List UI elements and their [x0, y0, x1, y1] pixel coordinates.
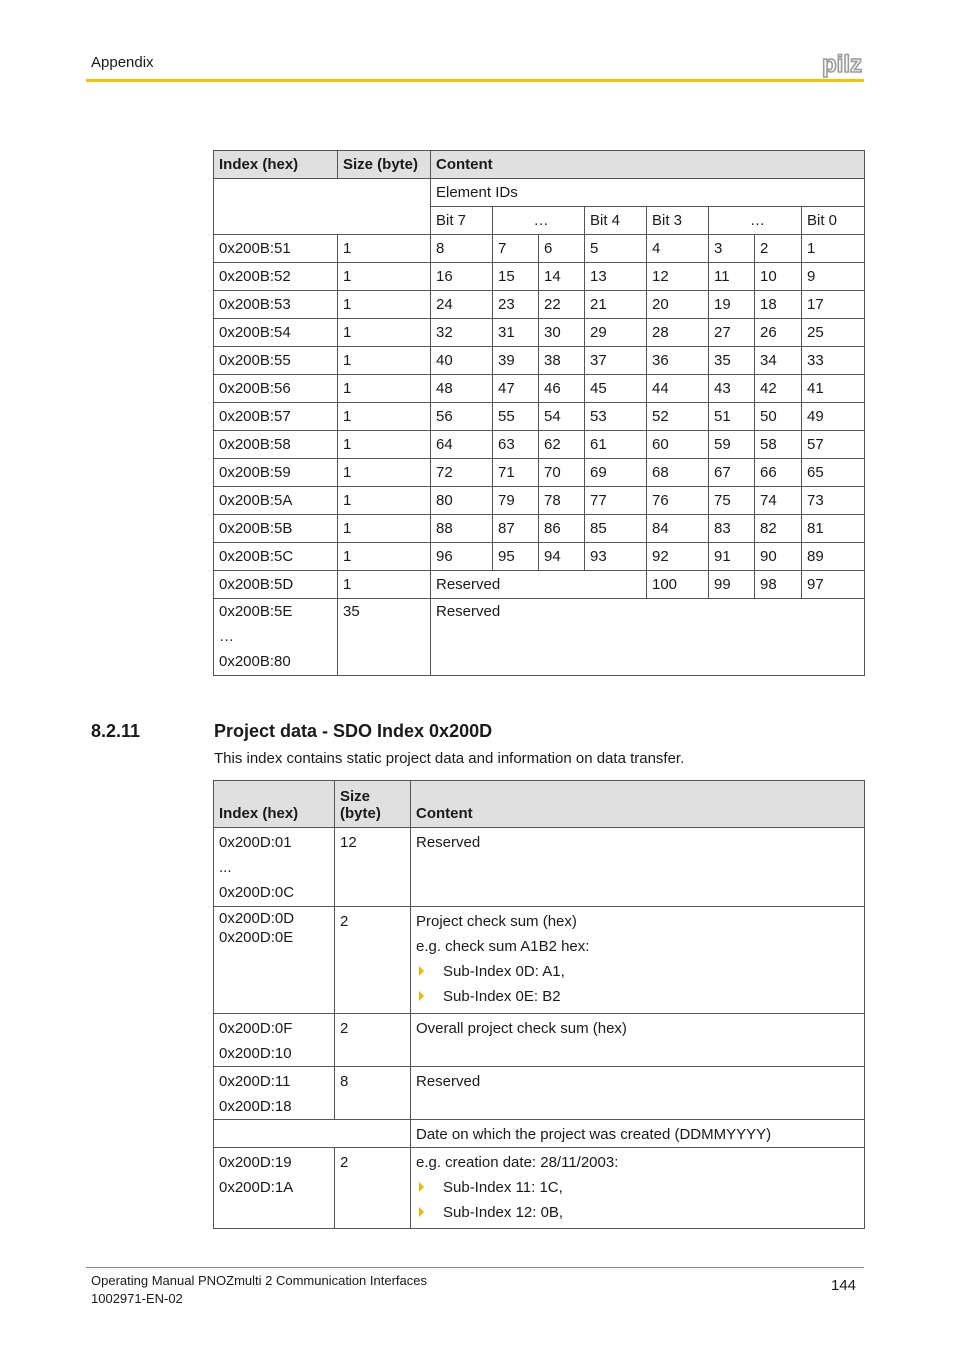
index-cell: 0x200B:5B	[214, 515, 338, 543]
footer-manual-title: Operating Manual PNOZmulti 2 Communication Interfaces	[91, 1273, 427, 1288]
bit-cell: 6	[539, 235, 585, 263]
bit-cell: 5	[585, 235, 647, 263]
table-row	[214, 403, 865, 431]
bit-cell: 77	[585, 487, 647, 515]
bullet-item: Sub-Index 0D: A1,	[416, 959, 864, 984]
bit-cell: 94	[539, 543, 585, 571]
col-header-size	[335, 781, 411, 828]
table-row	[214, 1014, 865, 1067]
index-line: 0x200B:5E	[219, 603, 293, 620]
size-cell: 1	[338, 487, 431, 515]
bit-cell: 92	[647, 543, 709, 571]
bit-cell: 38	[539, 347, 585, 375]
bit-cell: 26	[755, 319, 802, 347]
element-ids-row	[214, 179, 865, 207]
bit-cell: 54	[539, 403, 585, 431]
table-row	[214, 431, 865, 459]
table-row	[214, 1148, 865, 1229]
index-cell: 0x200B:52	[214, 263, 338, 291]
bit-header: Bit 7	[431, 207, 493, 235]
bit-cell: 99	[709, 571, 755, 599]
bit-cell: 36	[647, 347, 709, 375]
table-row	[214, 1067, 865, 1120]
bit-header: Bit 3	[647, 207, 709, 235]
bit-cell: 72	[431, 459, 493, 487]
bit-cell: 93	[585, 543, 647, 571]
bit-cell: 83	[709, 515, 755, 543]
bit-cell: 52	[647, 403, 709, 431]
index-cell	[214, 1148, 335, 1229]
size-cell: 1	[338, 515, 431, 543]
size-cell: 1	[338, 263, 431, 291]
size-cell: 1	[338, 375, 431, 403]
table-row	[214, 375, 865, 403]
section-number: 8.2.11	[91, 721, 141, 741]
size-cell: 1	[338, 347, 431, 375]
section-intro: This index contains static project data and information on data transfer.	[214, 750, 685, 767]
bullet-item: Sub-Index 11: 1C,	[416, 1175, 864, 1200]
empty-cell	[214, 179, 431, 235]
table-row	[214, 907, 865, 1014]
bit-cell: 1	[802, 235, 865, 263]
bit-cell: 84	[647, 515, 709, 543]
content-cell: Overall project check sum (hex)	[411, 1014, 865, 1067]
bit-cell: 87	[493, 515, 539, 543]
table-header-row	[214, 151, 865, 179]
bit-cell: 21	[585, 291, 647, 319]
table-row	[214, 487, 865, 515]
bit-cell: 71	[493, 459, 539, 487]
bit-cell: 44	[647, 375, 709, 403]
element-ids-table	[213, 150, 865, 676]
bit-cell: 19	[709, 291, 755, 319]
size-cell: 1	[338, 403, 431, 431]
bit-cell: 49	[802, 403, 865, 431]
table-row	[214, 599, 865, 676]
col-header-index: Index (hex)	[214, 781, 335, 828]
col-header-index: Index (hex)	[214, 151, 338, 179]
table-row	[214, 263, 865, 291]
index-cell: 0x200B:5A	[214, 487, 338, 515]
bit-cell: 22	[539, 291, 585, 319]
index-line: …	[219, 628, 234, 645]
size-cell: 12	[335, 828, 411, 907]
size-cell: 1	[338, 431, 431, 459]
bit-cell: 91	[709, 543, 755, 571]
bit-cell: 74	[755, 487, 802, 515]
content-line: Project check sum (hex)	[416, 913, 577, 930]
reserved-cell: Reserved	[431, 571, 647, 599]
bit-cell: 56	[431, 403, 493, 431]
bit-cell: 11	[709, 263, 755, 291]
table-row	[214, 1120, 865, 1148]
index-cell	[214, 599, 338, 676]
bit-cell: 96	[431, 543, 493, 571]
index-line: 0x200D:0F	[219, 1020, 293, 1037]
index-cell	[214, 828, 335, 907]
content-cell: Date on which the project was created (DDMMYYYY)	[411, 1120, 865, 1148]
size-cell: 35	[338, 599, 431, 676]
svg-text:pilz: pilz	[822, 51, 862, 78]
table-row	[214, 828, 865, 907]
bit-cell: 9	[802, 263, 865, 291]
bit-cell: 40	[431, 347, 493, 375]
bit-cell: 53	[585, 403, 647, 431]
size-cell: 1	[338, 291, 431, 319]
bit-cell: 3	[709, 235, 755, 263]
size-cell: 8	[335, 1067, 411, 1120]
bit-cell: 50	[755, 403, 802, 431]
bit-cell: 81	[802, 515, 865, 543]
index-cell: 0x200B:5D	[214, 571, 338, 599]
bit-cell: 75	[709, 487, 755, 515]
content-cell	[411, 1148, 865, 1229]
table-row	[214, 291, 865, 319]
size-cell: 1	[338, 459, 431, 487]
project-data-table	[213, 780, 865, 1229]
bit-cell: 67	[709, 459, 755, 487]
bit-cell: 80	[431, 487, 493, 515]
content-cell: Reserved	[431, 599, 865, 676]
index-cell: 0x200B:56	[214, 375, 338, 403]
pilz-logo	[820, 50, 866, 78]
bit-cell: 70	[539, 459, 585, 487]
index-cell: 0x200B:54	[214, 319, 338, 347]
index-line: 0x200D:0D	[219, 910, 295, 927]
table-row	[214, 543, 865, 571]
index-cell: 0x200B:57	[214, 403, 338, 431]
bit-cell: 65	[802, 459, 865, 487]
bit-cell: 42	[755, 375, 802, 403]
bit-cell: 98	[755, 571, 802, 599]
bit-cell: 100	[647, 571, 709, 599]
bit-cell: 8	[431, 235, 493, 263]
bit-cell: 82	[755, 515, 802, 543]
size-header-line: (byte)	[340, 805, 381, 822]
index-cell: 0x200B:59	[214, 459, 338, 487]
index-line: 0x200D:10	[219, 1045, 292, 1062]
bit-cell: 32	[431, 319, 493, 347]
header-section-title: Appendix	[91, 54, 154, 71]
size-cell: 2	[335, 1014, 411, 1067]
bit-header-ellipsis: …	[709, 207, 802, 235]
index-cell	[214, 1067, 335, 1120]
bit-cell: 46	[539, 375, 585, 403]
index-line: 0x200D:18	[219, 1098, 292, 1115]
section-title: Project data - SDO Index 0x200D	[214, 721, 493, 741]
index-cell: 0x200B:51	[214, 235, 338, 263]
bit-cell: 69	[585, 459, 647, 487]
bit-cell: 47	[493, 375, 539, 403]
bit-cell: 88	[431, 515, 493, 543]
index-line: 0x200D:11	[219, 1073, 291, 1090]
col-header-size: Size (byte)	[338, 151, 431, 179]
bit-cell: 30	[539, 319, 585, 347]
bit-cell: 35	[709, 347, 755, 375]
bit-cell: 29	[585, 319, 647, 347]
bullet-item: Sub-Index 12: 0B,	[416, 1200, 864, 1225]
bit-cell: 31	[493, 319, 539, 347]
index-line: ...	[219, 859, 232, 876]
col-header-content: Content	[411, 781, 865, 828]
bit-cell: 97	[802, 571, 865, 599]
bit-cell: 16	[431, 263, 493, 291]
index-cell: 0x200B:5C	[214, 543, 338, 571]
content-line: e.g. creation date: 28/11/2003:	[416, 1154, 619, 1171]
index-line: 0x200D:19	[219, 1154, 292, 1171]
index-line: 0x200D:0C	[219, 884, 295, 901]
index-cell: 0x200B:53	[214, 291, 338, 319]
bit-header: Bit 0	[802, 207, 865, 235]
footer-doc-number: 1002971-EN-02	[91, 1291, 183, 1306]
table-body	[214, 235, 865, 571]
bit-cell: 68	[647, 459, 709, 487]
bullet-item: Sub-Index 0E: B2	[416, 984, 864, 1009]
index-cell	[214, 907, 335, 1014]
index-line: 0x200B:80	[219, 653, 291, 670]
bit-cell: 37	[585, 347, 647, 375]
bit-cell: 61	[585, 431, 647, 459]
bit-cell: 58	[755, 431, 802, 459]
bit-cell: 33	[802, 347, 865, 375]
index-cell	[214, 1014, 335, 1067]
bit-cell: 25	[802, 319, 865, 347]
element-ids-label: Element IDs	[431, 179, 865, 207]
bit-cell: 18	[755, 291, 802, 319]
bit-cell: 63	[493, 431, 539, 459]
bit-cell: 13	[585, 263, 647, 291]
table-row	[214, 235, 865, 263]
bit-cell: 15	[493, 263, 539, 291]
bit-cell: 86	[539, 515, 585, 543]
size-header-line: Size	[340, 788, 371, 805]
size-cell: 1	[338, 235, 431, 263]
bit-cell: 79	[493, 487, 539, 515]
bit-cell: 73	[802, 487, 865, 515]
bit-cell: 64	[431, 431, 493, 459]
index-line: 0x200D:01	[219, 834, 292, 851]
bit-cell: 2	[755, 235, 802, 263]
bit-cell: 34	[755, 347, 802, 375]
bit-header-ellipsis: …	[493, 207, 585, 235]
bit-cell: 95	[493, 543, 539, 571]
table-row	[214, 571, 865, 599]
size-cell: 1	[338, 571, 431, 599]
bit-cell: 10	[755, 263, 802, 291]
bit-cell: 89	[802, 543, 865, 571]
size-cell: 1	[338, 319, 431, 347]
bit-cell: 28	[647, 319, 709, 347]
bit-cell: 76	[647, 487, 709, 515]
bit-cell: 66	[755, 459, 802, 487]
bit-cell: 85	[585, 515, 647, 543]
bit-cell: 39	[493, 347, 539, 375]
bit-header: Bit 4	[585, 207, 647, 235]
bit-cell: 41	[802, 375, 865, 403]
table-row	[214, 459, 865, 487]
table-row	[214, 319, 865, 347]
bit-cell: 7	[493, 235, 539, 263]
bit-cell: 78	[539, 487, 585, 515]
empty-cell	[214, 1120, 411, 1148]
page-number: 144	[831, 1277, 857, 1294]
header-rule	[86, 79, 864, 82]
size-cell: 2	[335, 1148, 411, 1229]
bit-cell: 62	[539, 431, 585, 459]
table-header-row	[214, 781, 865, 828]
bit-cell: 60	[647, 431, 709, 459]
index-line: 0x200D:0E	[219, 929, 294, 946]
index-cell: 0x200B:55	[214, 347, 338, 375]
bit-cell: 48	[431, 375, 493, 403]
bit-cell: 23	[493, 291, 539, 319]
index-cell: 0x200B:58	[214, 431, 338, 459]
content-cell: Reserved	[411, 828, 865, 907]
content-cell: Reserved	[411, 1067, 865, 1120]
bit-cell: 24	[431, 291, 493, 319]
bit-cell: 55	[493, 403, 539, 431]
bit-cell: 45	[585, 375, 647, 403]
bit-cell: 51	[709, 403, 755, 431]
table-row	[214, 347, 865, 375]
bit-cell: 59	[709, 431, 755, 459]
footer-rule	[86, 1267, 864, 1268]
col-header-content: Content	[431, 151, 865, 179]
bit-cell: 90	[755, 543, 802, 571]
size-cell: 2	[335, 907, 411, 1014]
bit-cell: 43	[709, 375, 755, 403]
index-line: 0x200D:1A	[219, 1179, 294, 1196]
bit-cell: 14	[539, 263, 585, 291]
content-cell	[411, 907, 865, 1014]
bit-cell: 27	[709, 319, 755, 347]
table-row	[214, 515, 865, 543]
bit-cell: 4	[647, 235, 709, 263]
bit-cell: 57	[802, 431, 865, 459]
size-cell: 1	[338, 543, 431, 571]
bit-cell: 17	[802, 291, 865, 319]
bit-cell: 20	[647, 291, 709, 319]
content-line: e.g. check sum A1B2 hex:	[416, 938, 590, 955]
bit-cell: 12	[647, 263, 709, 291]
